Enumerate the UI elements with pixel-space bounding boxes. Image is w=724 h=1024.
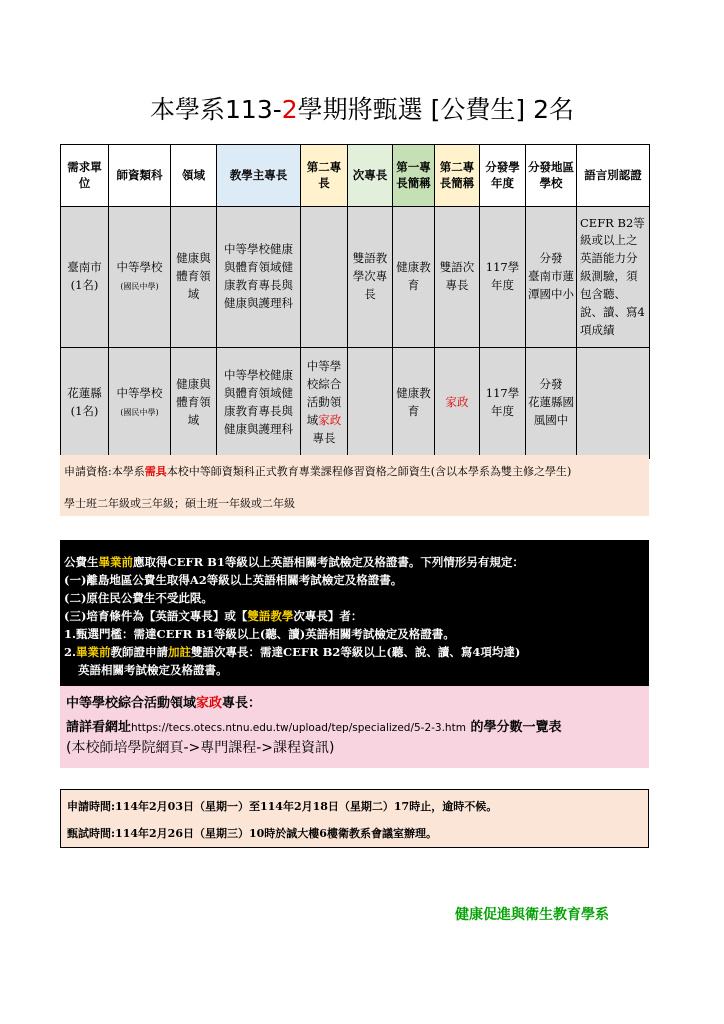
eligibility-line: 申請資格:本學系需具本校中等師資類科正式教育專業課程修習資格之師資生(含以本學系為雙主修之學生) [64, 465, 572, 478]
first-abbr-cell: 健康教育 [393, 207, 435, 348]
header-cell: 師資類科 [109, 145, 171, 207]
minor-specialty-cell [348, 348, 393, 459]
requirement-line: 英語相關考試檢定及格證書。 [78, 663, 228, 677]
header-cell: 語言別認證 [577, 145, 650, 207]
second-specialty-cell: 中等學校綜合活動領域家政專長 [301, 348, 348, 459]
minor-specialty-cell: 雙語教學次專長 [348, 207, 393, 348]
table-row [61, 207, 650, 348]
second-abbr-cell: 雙語次專長 [435, 207, 480, 348]
credits-box [60, 686, 649, 768]
credits-url-line: 請詳看網址https://tecs.otecs.ntnu.edu.tw/upload/tep/specialized/5-2-3.htm 的學分數一覽表 [66, 720, 562, 735]
language-cell [577, 348, 650, 459]
main-specialty-cell: 中等學校健康與體育領域健康教育專長與健康與護理科 [217, 207, 301, 348]
requirement-line: 1.甄選門檻：需達CEFR B1等級以上(聽、讀)英語相關考試檢定及格證書。 [64, 627, 455, 641]
exam-time: 甄試時間:114年2月26日（星期三）10時於誠大樓6樓衛教系會議室辦理。 [67, 827, 437, 840]
vacancy-table [60, 144, 650, 459]
unit-cell: 花蓮縣 (1名) [61, 348, 109, 459]
header-cell: 第二專長 [301, 145, 348, 207]
table-row [61, 348, 650, 459]
first-abbr-cell: 健康教育 [393, 348, 435, 459]
requirements-box [60, 540, 649, 686]
category-cell: 中等學校 (國民中學) [109, 348, 171, 459]
header-cell: 分發地區學校 [526, 145, 577, 207]
credits-heading: 中等學校綜合活動領域家政專長： [66, 696, 262, 711]
category-cell: 中等學校 (國民中學) [109, 207, 171, 348]
language-cell: CEFR B2等級或以上之英語能力分級測驗，須包含聽、說、讀、寫4項成績 [577, 207, 650, 348]
requirement-line: 2.畢業前教師證申請加註雙語次專長：需達CEFR B2等級以上(聽、說、讀、寫4項均達) [64, 645, 521, 659]
year-cell: 117學年度 [480, 207, 526, 348]
second-specialty-cell [301, 207, 348, 348]
school-cell: 分發 臺南市蓮潭國中小 [526, 207, 577, 348]
unit-cell: 臺南市 (1名) [61, 207, 109, 348]
eligibility-line: 學士班二年級或三年級；碩士班一年級或二年級 [64, 497, 295, 510]
page-title [0, 90, 724, 126]
title-suffix: 學期將甄選 [公費生] 2名 [297, 95, 574, 124]
apply-time: 申請時間:114年2月03日（星期一）至114年2月18日（星期二）17時止，逾時不候。 [67, 800, 498, 813]
title-prefix: 本學系113- [150, 95, 282, 124]
requirement-line: (一)離島地區公費生取得A2等級以上英語相關考試檢定及格證書。 [64, 573, 403, 587]
school-cell: 分發 花蓮縣國風國中 [526, 348, 577, 459]
eligibility-box [60, 455, 649, 516]
requirement-line: (二)原住民公費生不受此限。 [64, 591, 213, 605]
department-name: 健康促進與衛生教育學系 [455, 907, 609, 923]
requirement-line: (三)培育條件為【英語文專長】或【雙語教學次專長】者： [64, 609, 363, 623]
year-cell: 117學年度 [480, 348, 526, 459]
main-specialty-cell: 中等學校健康與體育領域健康教育專長與健康與護理科 [217, 348, 301, 459]
second-abbr-cell: 家政 [435, 348, 480, 459]
table-header-row [61, 145, 650, 207]
header-cell: 需求單位 [61, 145, 109, 207]
header-cell: 分發學年度 [480, 145, 526, 207]
header-cell: 教學主專長 [217, 145, 301, 207]
schedule-box [60, 789, 649, 848]
domain-cell: 健康與體育領域 [171, 207, 217, 348]
header-cell: 第一專長簡稱 [393, 145, 435, 207]
title-highlight: 2 [281, 95, 298, 124]
header-cell: 第二專長簡稱 [435, 145, 480, 207]
credits-path-line: (本校師培學院網頁->專門課程->課程資訊) [66, 740, 335, 756]
header-cell: 領域 [171, 145, 217, 207]
credits-url-link[interactable]: https://tecs.otecs.ntnu.edu.tw/upload/tep/specialized/5-2-3.htm [131, 722, 466, 734]
domain-cell: 健康與體育領域 [171, 348, 217, 459]
requirement-line: 公費生畢業前應取得CEFR B1等級以上英語相關考試檢定及格證書。下列情形另有規定： [64, 555, 524, 569]
header-cell: 次專長 [348, 145, 393, 207]
